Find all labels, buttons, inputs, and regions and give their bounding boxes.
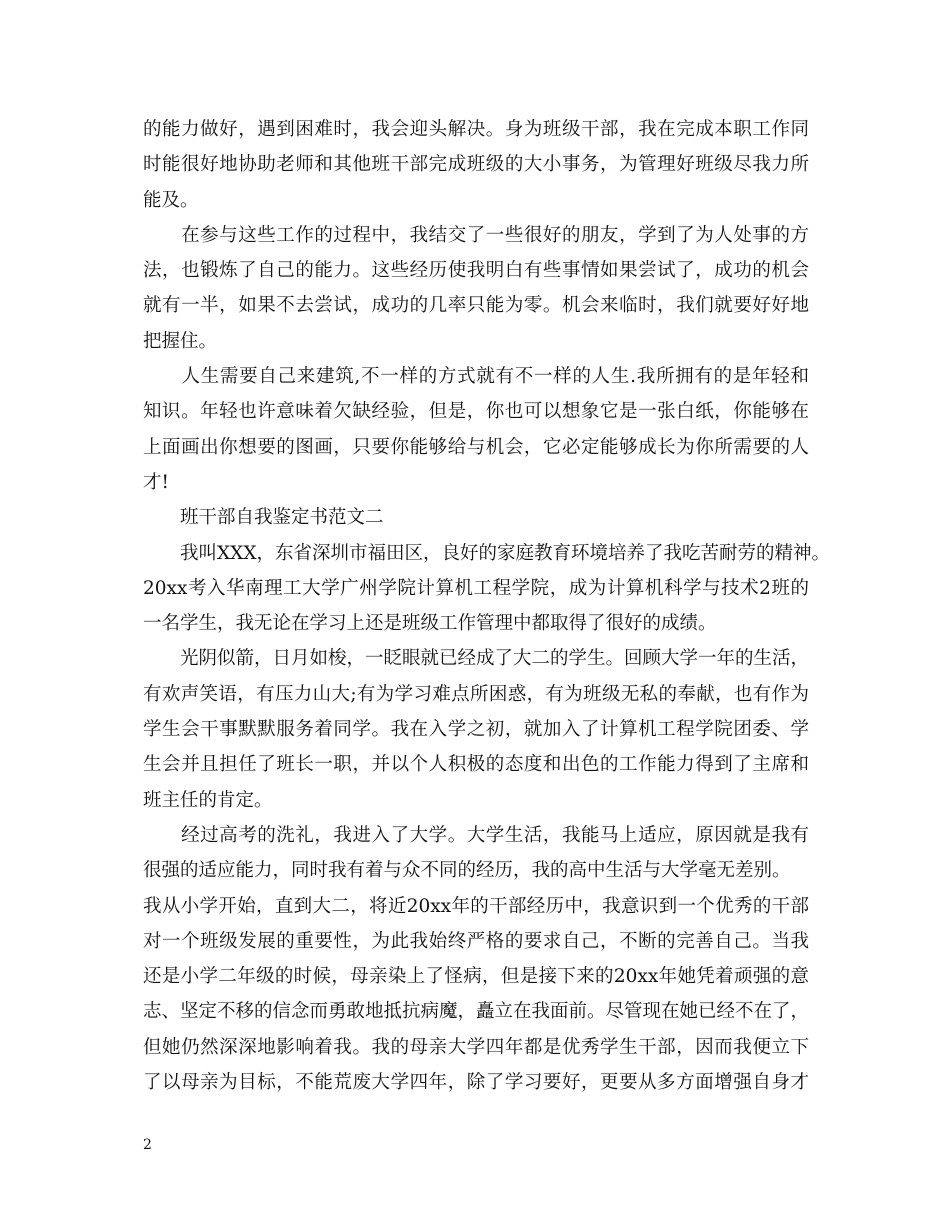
text-line: 人生需要自己来建筑,不一样的方式就有不一样的人生.我所拥有的是年轻和	[143, 366, 809, 388]
text-line: 生会并且担任了班长一职，并以个人积极的态度和出色的工作能力得到了主席和	[143, 754, 809, 776]
text-line: 我叫XXX，东省深圳市福田区，良好的家庭教育环境培养了我吃苦耐劳的精神。	[143, 542, 831, 564]
text-line: 班主任的肯定。	[143, 789, 273, 811]
text-line: 法，也锻炼了自己的能力。这些经历使我明白有些事情如果尝试了，成功的机会	[143, 260, 809, 282]
text-line: 光阴似箭，日月如梭，一眨眼就已经成了大二的学生。回顾大学一年的生活，	[143, 648, 810, 670]
text-line: 学生会干事默默服务着同学。我在入学之初，就加入了计算机工程学院团委、学	[143, 719, 809, 741]
text-line: 对一个班级发展的重要性，为此我始终严格的要求自己，不断的完善自己。当我	[143, 930, 809, 952]
text-line: 能及。	[143, 189, 199, 211]
section-heading: 班干部自我鉴定书范文二	[143, 507, 384, 529]
text-line: 上面画出你想要的图画，只要你能够给与机会，它必定能够成长为你所需要的人	[143, 436, 809, 458]
text-line: 的能力做好，遇到困难时，我会迎头解决。身为班级干部，我在完成本职工作同	[143, 119, 809, 140]
text-line: 才!	[143, 471, 169, 493]
text-line: 就有一半，如果不去尝试，成功的几率只能为零。机会来临时，我们就要好好地	[143, 295, 809, 317]
text-line: 还是小学二年级的时候，母亲染上了怪病，但是接下来的20xx年她凭着顽强的意	[143, 966, 809, 988]
text-line: 很强的适应能力，同时我有着与众不同的经历，我的高中生活与大学毫无差别。	[143, 860, 791, 882]
page-number: 2	[143, 1137, 152, 1153]
text-line: 20xx考入华南理工大学广州学院计算机工程学院，成为计算机科学与技术2班的	[143, 577, 809, 599]
text-line: 在参与这些工作的过程中，我结交了一些很好的朋友，学到了为人处事的方	[143, 224, 809, 246]
text-line: 了以母亲为目标，不能荒废大学四年，除了学习要好，更要从多方面增强自身才	[143, 1072, 809, 1094]
text-line: 有欢声笑语，有压力山大;有为学习难点所困惑，有为班级无私的奉献，也有作为	[143, 683, 809, 705]
document-body	[143, 112, 831, 1100]
text-line: 经过高考的洗礼，我进入了大学。大学生活，我能马上适应，原因就是我有	[143, 824, 809, 846]
text-line: 知识。年轻也许意味着欠缺经验，但是，你也可以想象它是一张白纸，你能够在	[143, 401, 809, 423]
text-line: 我从小学开始，直到大二，将近20xx年的干部经历中，我意识到一个优秀的干部	[143, 895, 809, 917]
text-line: 把握住。	[143, 330, 218, 352]
text-line: 一名学生，我无论在学习上还是班级工作管理中都取得了很好的成绩。	[143, 613, 717, 635]
text-line: 时能很好地协助老师和其他班干部完成班级的大小事务，为管理好班级尽我力所	[143, 154, 809, 176]
text-line: 志、坚定不移的信念而勇敢地抵抗病魔，矗立在我面前。尽管现在她已经不在了，	[143, 1001, 810, 1023]
text-line: 但她仍然深深地影响着我。我的母亲大学四年都是优秀学生干部，因而我便立下	[143, 1036, 809, 1058]
